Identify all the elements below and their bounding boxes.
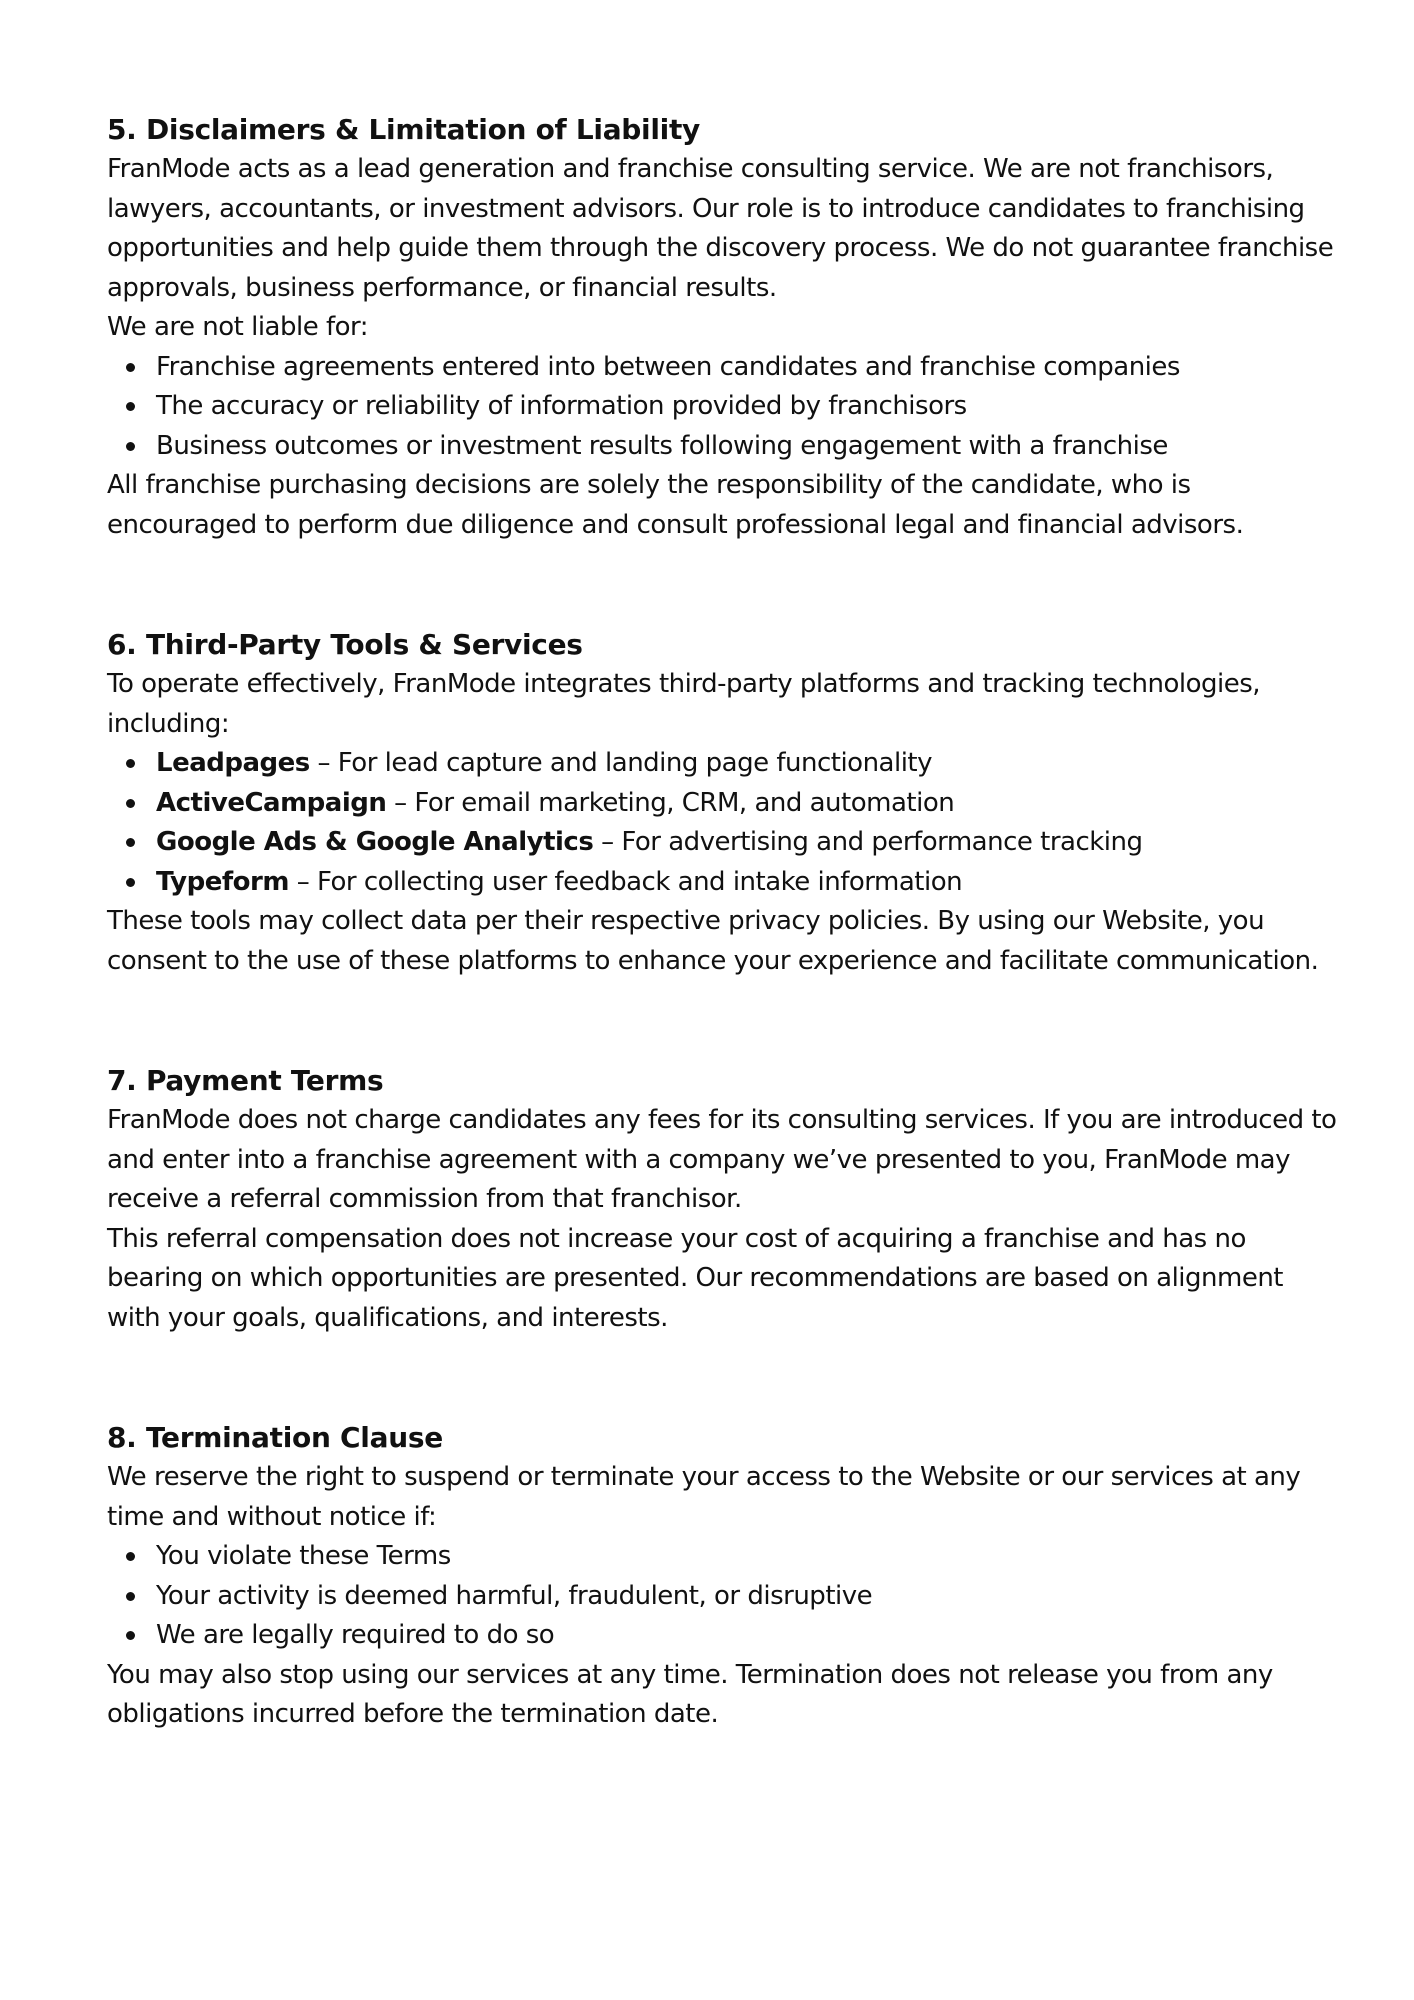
list-item [107,863,1337,903]
section-paragraph: To operate effectively, FranMode integrates third-party platforms and tracking technologies, including: [107,669,1261,739]
bullet-icon [126,1552,135,1561]
section-paragraph: We are not liable for: [107,312,369,342]
section-paragraph: These tools may collect data per their respective privacy policies. By using our Website, you consent to the use of these platforms to enhance your experience and facilitate communication. [107,906,1319,976]
bullet-icon [126,838,135,847]
list-item-text: – For collecting user feedback and intake information [288,866,963,897]
bullet-list [107,348,1337,467]
section-paragraph: You may also stop using our services at any time. Termination does not release you from any obligations incurred before the termination date. [107,1659,1273,1729]
list-item-text: Your activity is deemed harmful, fraudulent, or disruptive [156,1580,873,1611]
bullet-list [107,744,1337,902]
list-item-term: ActiveCampaign [156,787,387,818]
bullet-icon [126,1592,135,1601]
list-item [107,823,1337,863]
bullet-icon [126,442,135,451]
list-item [107,348,1337,388]
section-paragraph: FranMode does not charge candidates any fees for its consulting services. If you are introduced to and enter into a franchise agreement with a company we’ve presented to you, FranMode may receive a referral commission from that franchisor. [107,1105,1337,1214]
document-page [107,110,1337,1815]
bullet-icon [126,1631,135,1640]
list-item-term: Leadpages [156,748,310,778]
list-item [107,744,1337,784]
section-payment-terms [107,1061,1337,1338]
section-paragraph: FranMode acts as a lead generation and franchise consulting service. We are not franchisors, lawyers, accountants, or investment advisors. Our role is to introduce candidates to franchising opportunities and help guide them through the discovery process. We do not guarantee franchise approvals, business performance, or financial results. [107,154,1334,303]
section-heading: 8. Termination Clause [107,1421,443,1454]
bullet-icon [126,759,135,768]
list-item-term: Google Ads & Google Analytics [156,827,594,857]
list-item-text: Business outcomes or investment results following engagement with a franchise [156,430,1168,461]
list-item [107,427,1337,467]
list-item-text: – For email marketing, CRM, and automation [386,787,955,818]
section-paragraph: This referral compensation does not increase your cost of acquiring a franchise and has no bearing on which opportunities are presented. Our recommendations are based on alignment with your goals, qualifications, and interests. [107,1223,1283,1333]
bullet-icon [126,878,135,887]
list-item [107,784,1337,824]
section-third-party-tools [107,625,1337,981]
list-item-text: The accuracy or reliability of information provided by franchisors [156,391,967,421]
list-item [107,387,1337,427]
list-item-text: – For lead capture and landing page functionality [309,748,933,778]
section-paragraph: All franchise purchasing decisions are solely the responsibility of the candidate, who is encouraged to perform due diligence and consult professional legal and financial advisors. [107,470,1244,540]
bullet-icon [126,402,135,411]
list-item [107,1616,1337,1656]
list-item [107,1537,1337,1577]
list-item-text: – For advertising and performance tracking [593,827,1143,857]
list-item-text: You violate these Terms [156,1541,451,1571]
section-heading: 6. Third-Party Tools & Services [107,628,583,661]
section-heading: 5. Disclaimers & Limitation of Liability [107,113,700,146]
bullet-list [107,1537,1337,1656]
section-disclaimers [107,110,1337,545]
bullet-icon [126,799,135,808]
section-heading: 7. Payment Terms [107,1064,384,1097]
list-item-text: We are legally required to do so [156,1620,555,1650]
list-item-text: Franchise agreements entered into between candidates and franchise companies [156,351,1180,382]
bullet-icon [126,363,135,372]
section-paragraph: We reserve the right to suspend or terminate your access to the Website or our services at any time and without notice if: [107,1462,1301,1532]
list-item [107,1577,1337,1617]
section-termination [107,1418,1337,1735]
list-item-term: Typeform [156,866,289,897]
